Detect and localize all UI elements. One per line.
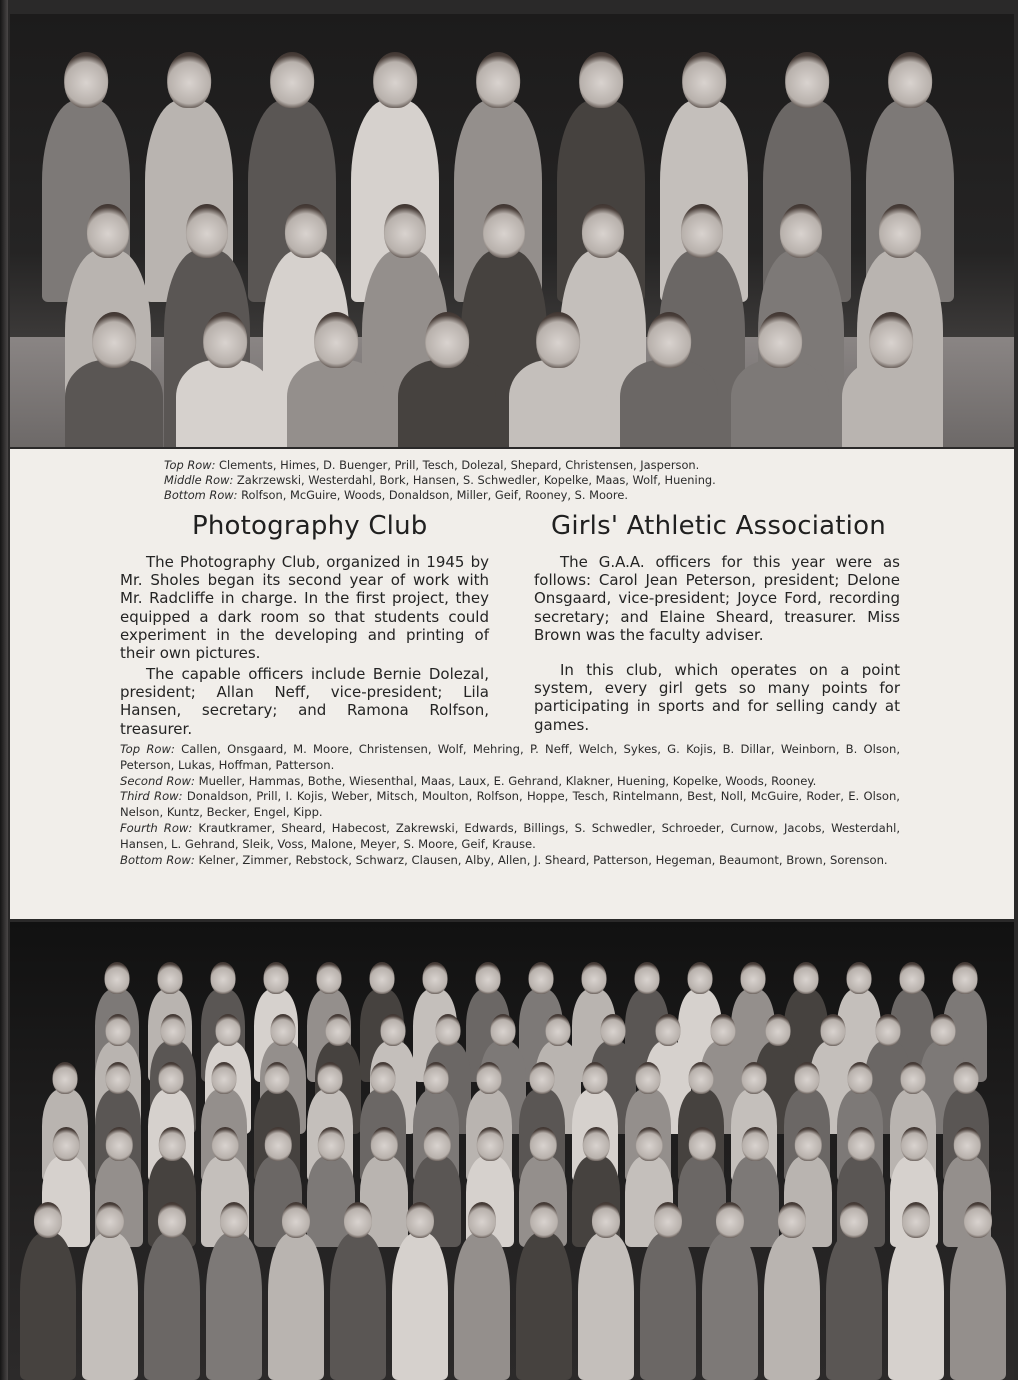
caption-row-names: Krautkramer, Sheard, Habecost, Zakrewski, Edwards, Billings, S. Schwedler, Schroeder, Curnow, Jacobs, Westerdahl, Hansen, L. Gehrand, Sleik, Voss, Malone, Meyer, S. Moore, Geif, Krause.	[120, 820, 900, 851]
book-spine-shadow	[0, 0, 8, 1380]
photography-club-paragraph-2: The capable officers include Bernie Dolezal, president; Allan Neff, vice-president; Lila Hansen, secretary; and Ramona Rolfson, treasurer.	[120, 665, 489, 738]
photo-person	[398, 312, 496, 447]
caption-row-label: Top Row:	[120, 742, 175, 756]
photo-person	[842, 312, 940, 447]
photo-person	[268, 1202, 324, 1380]
caption-row-names: Donaldson, Prill, I. Kojis, Weber, Mitsch, Moulton, Rolfson, Hoppe, Tesch, Rintelmann, Best, Noll, McGuire, Roder, E. Olson, Nelson, Kuntz, Becker, Engel, Kipp.	[120, 789, 900, 820]
top-photo-caption-top-row	[164, 458, 699, 473]
caption-row-names: Rolfson, McGuire, Woods, Donaldson, Miller, Geif, Rooney, S. Moore.	[241, 488, 628, 502]
photo-person	[65, 312, 163, 447]
photo-person	[888, 1202, 944, 1380]
gaa-paragraph-2: In this club, which operates on a point system, every girl gets so many points for participating in sports and for selling candy at games.	[534, 661, 900, 734]
gaa-photo-caption	[120, 742, 900, 868]
caption-row-names: Kelner, Zimmer, Rebstock, Schwarz, Clausen, Alby, Allen, J. Sheard, Patterson, Hegeman, Beaumont, Brown, Sorenson.	[198, 852, 888, 867]
gaa-heading: Girls' Athletic Association	[551, 511, 886, 541]
photo-person	[206, 1202, 262, 1380]
caption-row	[120, 853, 900, 869]
caption-row	[120, 821, 900, 853]
caption-row	[120, 774, 900, 790]
photo-person	[702, 1202, 758, 1380]
photo-person	[20, 1202, 76, 1380]
caption-row	[120, 742, 900, 774]
caption-row-label: Middle Row:	[164, 473, 234, 487]
top-photo-caption-bottom-row	[164, 488, 628, 503]
photo-person	[826, 1202, 882, 1380]
caption-row-label: Bottom Row:	[120, 852, 195, 867]
caption-row-names: Clements, Himes, D. Buenger, Prill, Tesch, Dolezal, Shepard, Christensen, Jasperson.	[219, 458, 700, 472]
photo-person	[620, 312, 718, 447]
caption-row-names: Callen, Onsgaard, M. Moore, Christensen, Wolf, Mehring, P. Neff, Welch, Sykes, G. Kojis, B. Dillar, Weinborn, B. Olson, Peterson, Lukas, Hoffman, Patterson.	[120, 742, 901, 772]
caption-row-label: Second Row:	[120, 773, 195, 788]
photo-person	[82, 1202, 138, 1380]
caption-row	[120, 789, 900, 821]
photo-person	[144, 1202, 200, 1380]
photo-person	[392, 1202, 448, 1380]
photo-person	[176, 312, 274, 447]
top-photo-caption-middle-row	[164, 473, 716, 488]
photo-person	[330, 1202, 386, 1380]
photo-person	[509, 312, 607, 447]
caption-row-label: Third Row:	[120, 789, 183, 804]
photography-club-heading: Photography Club	[192, 511, 428, 541]
photography-club-group-photo	[10, 14, 1014, 447]
photo-person	[950, 1202, 1006, 1380]
caption-row-label: Bottom Row:	[164, 488, 238, 502]
photography-club-paragraph-1: The Photography Club, organized in 1945 by Mr. Sholes began its second year of work with Mr. Radcliffe in charge. In the first project, they equipped a dark room so that students could experiment in the developing and printing of their own pictures.	[120, 553, 489, 663]
photo-person	[764, 1202, 820, 1380]
caption-row-names: Mueller, Hammas, Bothe, Wiesenthal, Maas, Laux, E. Gehrand, Klakner, Huening, Kopelke, Woods, Rooney.	[198, 773, 817, 788]
caption-row-names: Zakrzewski, Westerdahl, Bork, Hansen, S. Schwedler, Kopelke, Maas, Wolf, Huening.	[236, 473, 716, 487]
photo-person	[454, 1202, 510, 1380]
caption-row-label: Fourth Row:	[120, 820, 193, 835]
photo-person	[516, 1202, 572, 1380]
gaa-paragraph-1: The G.A.A. officers for this year were as follows: Carol Jean Peterson, president; Delone Onsgaard, vice-president; Joyce Ford, recording secretary; and Elaine Sheard, treasurer. Miss Brown was the faculty adviser.	[534, 553, 900, 644]
photo-person	[640, 1202, 696, 1380]
caption-row-label: Top Row:	[164, 458, 216, 472]
gaa-group-photo	[10, 922, 1014, 1380]
photo-person	[287, 312, 385, 447]
photo-person	[731, 312, 829, 447]
photo-person	[578, 1202, 634, 1380]
